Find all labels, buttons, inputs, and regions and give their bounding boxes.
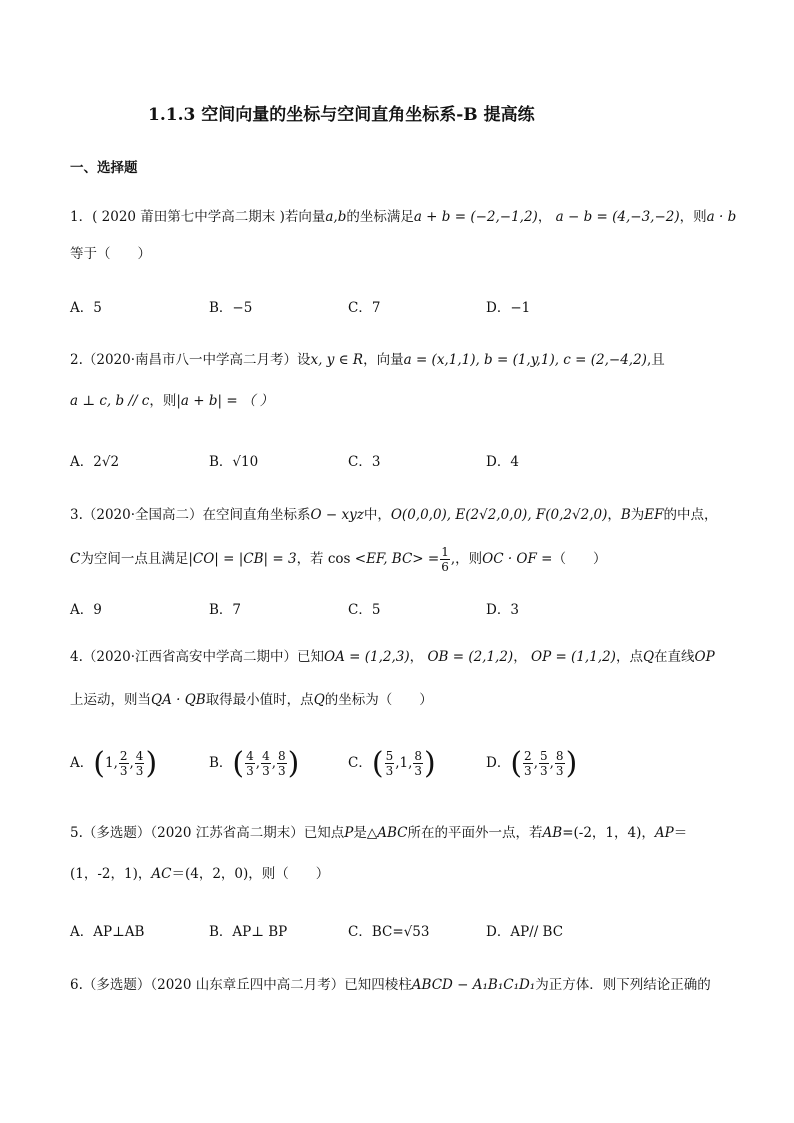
q3-option-c[interactable]: C．5 (348, 602, 381, 618)
q3-option-b[interactable]: B．7 (209, 602, 242, 618)
q1-option-c[interactable]: C．7 (348, 300, 381, 316)
q4-op: OP = (1,1,2) (531, 649, 616, 665)
question-4-line-1: 4.（2020·江西省高安中学高二期中）已知OA = (1,2,3)， OB = (2,1,2)， OP = (1,1,2)，点Q在直线OP (70, 649, 715, 665)
q1-option-b[interactable]: B．−5 (209, 300, 253, 316)
q2-cond: a ⊥ c, b // c (70, 393, 150, 409)
q2-option-a[interactable]: A．2√2 (70, 454, 120, 470)
q2-ask: |a + b| = （ ） (176, 393, 274, 409)
q2-option-d[interactable]: D．4 (486, 454, 519, 470)
q3-pts: O(0,0,0), E(2√2,0,0), F(0,2√2,0) (390, 507, 608, 523)
q3-fraction: $\frac{1}{6}$ (441, 545, 449, 574)
q1-eq2: a − b = (4,−3,−2) (555, 209, 680, 225)
question-5-line-1: 5.（多选题）（2020 江苏省高二期末）已知点P是△ABC所在的平面外一点，若AB=(-2，1，4)，AP＝ (70, 825, 688, 841)
question-6-line-1: 6.（多选题）（2020 山东章丘四中高二月考）已知四棱柱ABCD − A₁B₁C₁D₁为正方体．则下列结论正确的 (70, 977, 711, 993)
q6-solid: ABCD − A₁B₁C₁D₁ (411, 977, 536, 993)
q3-cond: |CO| = |CB| = 3 (188, 551, 297, 567)
page-title: 1.1.3 空间向量的坐标与空间直角坐标系-B 提高练 (148, 105, 535, 125)
q1-option-d[interactable]: D．−1 (486, 300, 531, 316)
question-1-line-2: 等于（ ） (70, 246, 151, 262)
q4-ob: OB = (2,1,2) (427, 649, 514, 665)
q4-option-d[interactable]: D．( $\frac{2}{3}$ , $\frac{5}{3}$ , $\frac{8}{3}$ ) (486, 746, 578, 781)
q5-option-c[interactable]: C．BC=√53 (348, 924, 430, 940)
question-5-line-2: (1，-2，1)，AC＝(4，2，0)，则（ ） (70, 866, 330, 882)
question-3-line-2: C为空间一点且满足|CO| = |CB| = 3，若 cos <EF, BC> = $\frac{1}{6}$ ,，则OC · OF =（ ） (70, 545, 607, 574)
q2-option-b[interactable]: B．√10 (209, 454, 259, 470)
q4-option-b[interactable]: B．( $\frac{4}{3}$ , $\frac{4}{3}$ , $\frac{8}{3}$ ) (209, 746, 300, 781)
q1-option-a[interactable]: A．5 (70, 300, 102, 316)
q4-oa: OA = (1,2,3) (324, 649, 410, 665)
q2-option-c[interactable]: C．3 (348, 454, 381, 470)
q4-ask: QA · QB (151, 692, 206, 708)
q3-option-d[interactable]: D．3 (486, 602, 519, 618)
q4-option-a[interactable]: A．(1, $\frac{2}{3}$ , $\frac{4}{3}$ ) (70, 746, 158, 781)
q5-option-d[interactable]: D．AP// BC (486, 924, 564, 940)
q2-xy: x, y ∈ R (310, 352, 364, 368)
q2-vecs: a = (x,1,1), b = (1,y,1), c = (2,−4,2) (403, 352, 647, 368)
section-heading: 一、选择题 (70, 160, 138, 176)
question-1-line-1: 1．( 2020 莆田第七中学高二期末 )若向量a,b的坐标满足a + b = (−2,−1,2)， a − b = (4,−3,−2)，则a · b (70, 209, 737, 225)
q5-option-b[interactable]: B．AP⊥ BP (209, 924, 288, 940)
question-3-line-1: 3.（2020·全国高二）在空间直角坐标系O − xyz中，O(0,0,0), E(2√2,0,0), F(0,2√2,0)，B为EF的中点， (70, 507, 718, 523)
q1-ask: a · b (706, 209, 737, 225)
q3-option-a[interactable]: A．9 (70, 602, 102, 618)
question-2-line-2: a ⊥ c, b // c，则|a + b| = （ ） (70, 393, 274, 409)
q1-eq1: a + b = (−2,−1,2) (413, 209, 538, 225)
q1-vars: a,b (325, 209, 347, 225)
question-4-line-2: 上运动，则当QA · QB取得最小值时，点Q的坐标为（ ） (70, 692, 433, 708)
q5-option-a[interactable]: A．AP⊥AB (70, 924, 145, 940)
q4-option-c[interactable]: C．( $\frac{5}{3}$ ,1, $\frac{8}{3}$ ) (348, 746, 436, 781)
q3-ask: OC · OF = (482, 551, 553, 567)
q3-sys: O − xyz (310, 507, 364, 523)
question-2-line-1: 2.（2020·南昌市八一中学高二月考）设x, y ∈ R，向量a = (x,1,1), b = (1,y,1), c = (2,−4,2),且 (70, 352, 665, 368)
